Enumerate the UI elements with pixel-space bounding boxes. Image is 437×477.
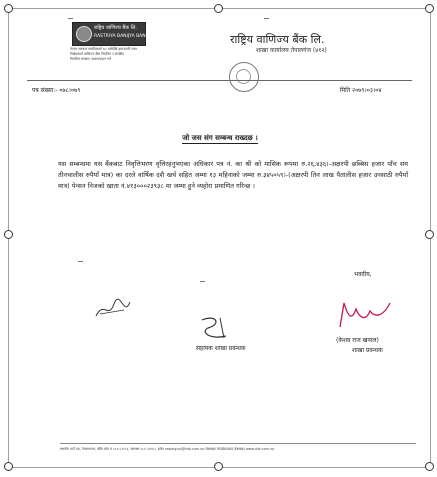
bank-logo: राष्ट्रिय वाणिज्य बैंक लि. RASTRIYA BANIJYA BANK LTD. [72, 22, 146, 46]
scanned-letter [24, 14, 416, 454]
resize-handle-top-right[interactable] [425, 4, 434, 13]
resize-handle-bottom-center[interactable] [214, 462, 223, 471]
manager-title: शाखा प्रवन्धक [352, 347, 383, 354]
resize-handle-top-center[interactable] [214, 4, 223, 13]
assistant-manager-title: सहायक शाखा प्रवन्धक [196, 345, 246, 352]
signature-left [94, 296, 134, 322]
emblem-icon [76, 26, 92, 42]
signature-middle [196, 314, 236, 342]
bank-name: राष्ट्रिय वाणिज्य बैंक लि. [230, 33, 325, 46]
letter-subject: जो जस संग सम्बन्ध राख्दछ । [182, 134, 258, 142]
footer-divider [60, 443, 416, 444]
resize-handle-bottom-right[interactable] [425, 462, 434, 471]
resize-handle-bottom-left[interactable] [4, 462, 13, 471]
resize-handle-middle-right[interactable] [425, 230, 434, 239]
letter-date: मिति २०७९।०३।०४ [340, 87, 382, 94]
branch-office: शाखा कार्यालय तेपालगंज (४१२) [256, 47, 327, 54]
resize-handle-middle-left[interactable] [4, 230, 13, 239]
closing-salutation: भवदीय, [354, 271, 372, 278]
header-address: नेपाल सरकार स्वामित्वको ७२ वर्षदेखि इमानदारी साथ निक्षेपकर्ता वाणिज्य बैंक नियमित र संरक्षित नियमित संरक्षण आदानप्रदान गर्ने [70, 47, 137, 61]
footer-contact: स्थानीय ठाउँ पत्र, नेपालगञ्ज, बाँके फोन नं ०८१-५२०८३, फ्याक्स ०८१-५२०६५, इमेल nepalgunj@rbb.com.np वेबसाइट RBBANKA वेबसाइट www.rbb.com.np [60, 447, 275, 451]
letter-number: पत्र संख्या:- ०७८।०७९ [32, 87, 81, 94]
resize-handle-top-left[interactable] [4, 4, 13, 13]
bank-seal-icon [229, 62, 259, 92]
letter-body: यस सम्बन्धमा यस बैंकबाट निवृत्तिभरण वृत्तिरहनुभएका अधिकार पत्र नं. का श्री को मासिक रूपमा रु.२६,४३६।-अक्षरपी छब्बिस हजार पाँच सय तीनचालीस रुपैयाँ मात्र) का दरले वार्षिक दशै खर्च सहित जम्मा १३ महिनाको जम्मा रु.३४५०५९।-(अक्षरपी तिन लाख पैतालीस हजार उनसाठी रुपैयाँ मात्र) पेन्सन निजको खाता नं.४१३०००२३९३८ मा जम्मा हुने व्यहोरा प्रमाणित गरिन्छ । [58, 160, 408, 190]
header-divider [27, 80, 412, 81]
signature-right [334, 297, 394, 331]
manager-name: (केशव राज खनाल) [336, 337, 379, 344]
